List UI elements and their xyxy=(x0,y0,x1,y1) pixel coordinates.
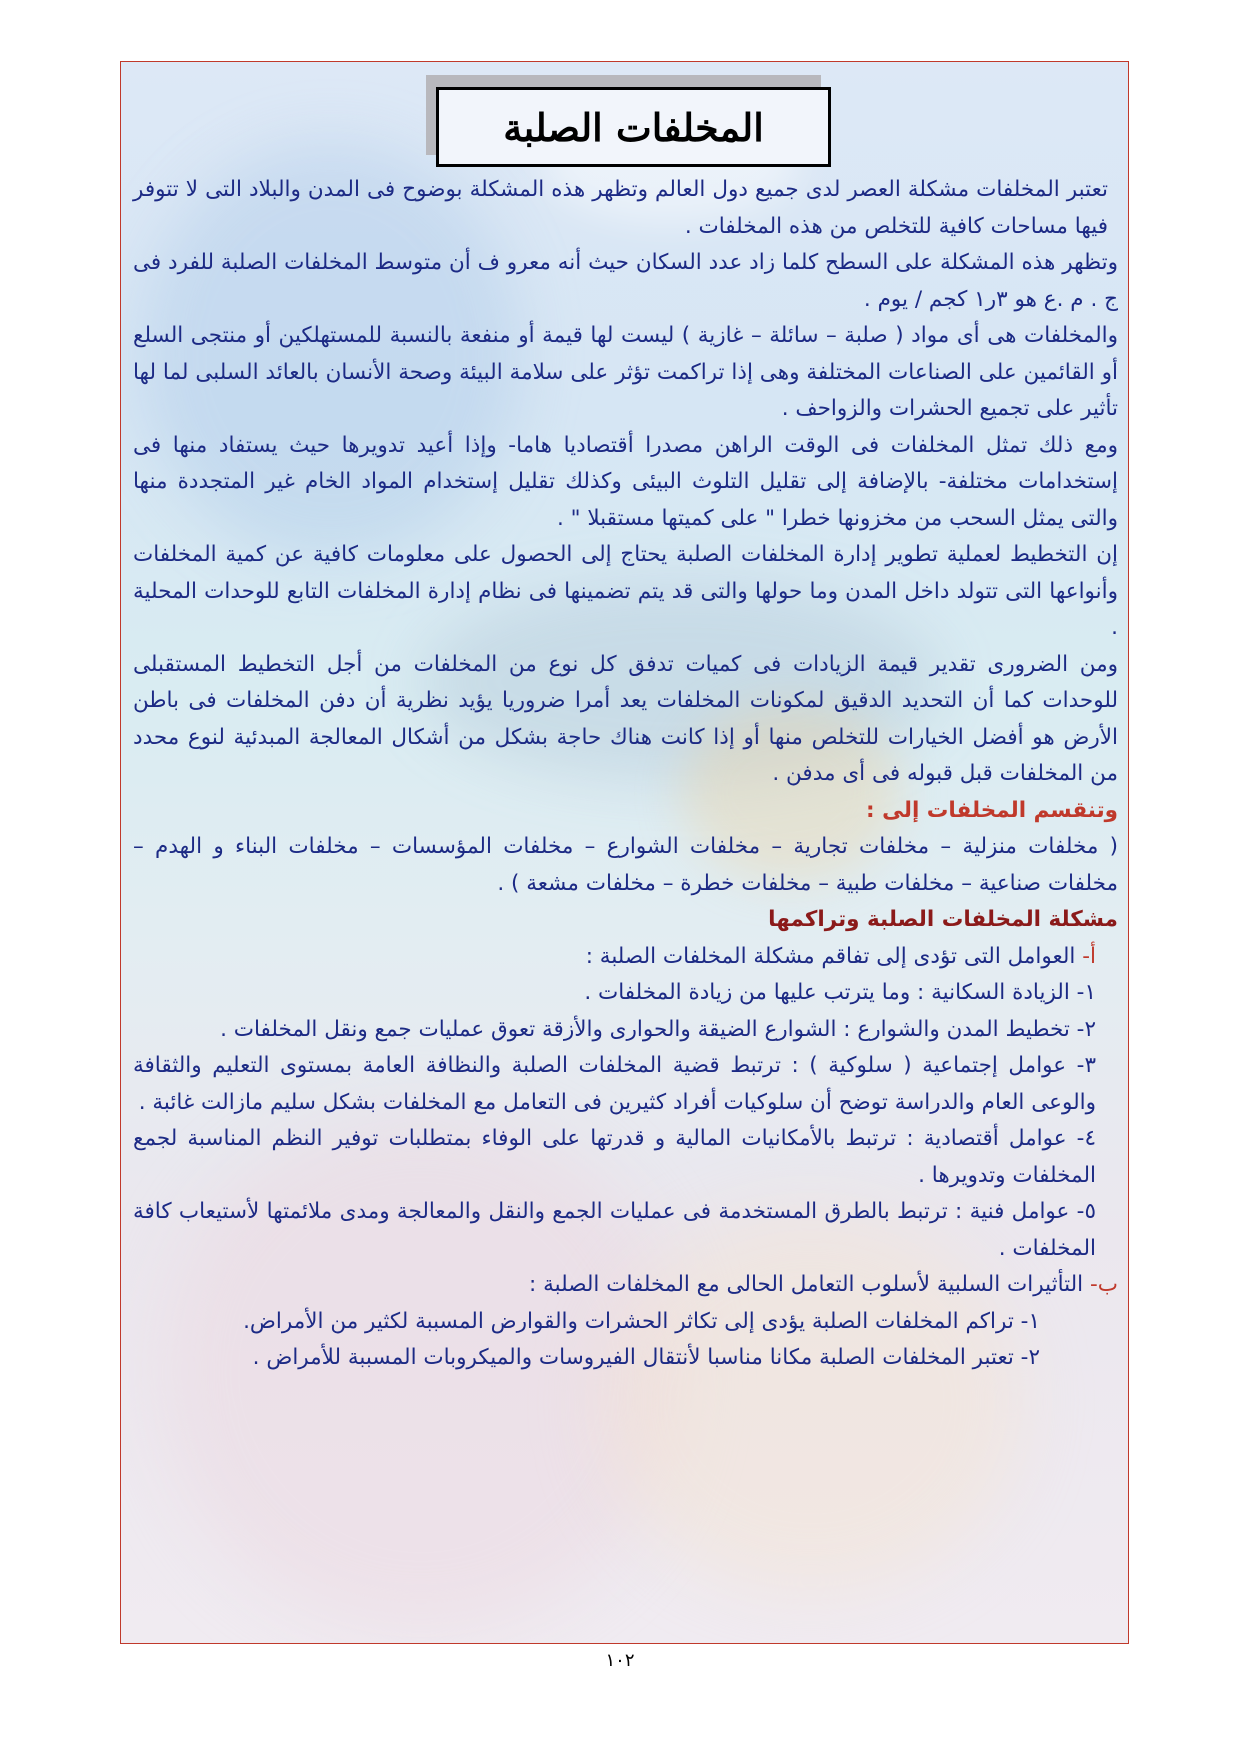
paragraph-definition: والمخلفات هى أى مواد ( صلبة – سائلة – غازية ) ليست لها قيمة أو منفعة بالنسبة للمستهلكين أو منتجى السلع أو القائمين على الصناعات المختلفة وهى إذا تراكمت تؤثر على سلامة البيئة وصحة الأنسان بالعائد السلبى لما لها تأثير على تجميع الحشرات والزواحف . xyxy=(133,323,1118,421)
factors-intro xyxy=(133,939,1118,976)
factors-letter: أ- xyxy=(1082,943,1096,969)
paragraph-planning: إن التخطيط لعملية تطوير إدارة المخلفات الصلبة يحتاج إلى الحصول على معلومات كافية عن كمية المخلفات وأنواعها التى تتولد داخل المدن وما حولها والتى قد يتم تضمينها فى نظام إدارة المخلفات التابع للوحدات المحلية . xyxy=(133,542,1118,640)
factor-item: ٣- عوامل إجتماعية ( سلوكية ) : ترتبط قضية المخلفات الصلبة والنظافة العامة بمستوى التعليم والثقافة والوعى العام والدراسة توضح أن سلوكيات أفراد كثيرين فى التعامل مع المخلفات بشكل سليم مازالت غائبة . xyxy=(133,1053,1096,1115)
paragraph-intro: تعتبر المخلفات مشكلة العصر لدى جميع دول العالم وتظهر هذه المشكلة بوضوح فى المدن والبلاد التى لا تتوفر فيها مساحات كافية للتخلص من هذه المخلفات . xyxy=(133,177,1108,239)
effect-item: ١- تراكم المخلفات الصلبة يؤدى إلى تكاثر الحشرات والقوارض المسببة لكثير من الأمراض. xyxy=(243,1308,1040,1334)
effects-intro-text: التأثيرات السلبية لأسلوب التعامل الحالى مع المخلفات الصلبة : xyxy=(529,1272,1084,1297)
factor-item: ٢- تخطيط المدن والشوارع : الشوارع الضيقة والحوارى والأزقة تعوق عمليات جمع ونقل المخلفات . xyxy=(220,1016,1096,1042)
effects-letter: ب- xyxy=(1090,1272,1118,1297)
factor-item: ١- الزيادة السكانية : وما يترتب عليها من زيادة المخلفات . xyxy=(584,980,1096,1005)
division-heading: وتنقسم المخلفات إلى : xyxy=(866,797,1118,823)
page-number: ١٠٢ xyxy=(605,1650,635,1671)
paragraph-estimation: ومن الضرورى تقدير قيمة الزيادات فى كميات تدفق كل نوع من المخلفات من أجل التخطيط المستقبلى للوحدات كما أن التحديد الدقيق لمكونات المخلفات يعد أمرا ضروريا يؤيد نظرية أن دفن المخلفات فى باطن الأرض هو أفضل الخيارات للتخلص منها أو إذا كانت هناك حاجة بشكل من أشكال المعالجة المبدئية لنوع محدد من المخلفات قبل قبوله فى أى مدفن . xyxy=(133,651,1118,786)
page-title: المخلفات الصلبة xyxy=(503,104,764,150)
page-frame xyxy=(120,61,1129,1644)
title-box xyxy=(436,87,831,167)
paragraph-per-capita: وتظهر هذه المشكلة على السطح كلما زاد عدد السكان حيث أنه معرو ف أن متوسط المخلفات الصلبة للفرد فى ج . م .ع هو ٣ر١ كجم / يوم . xyxy=(133,250,1118,312)
effect-item: ٢- تعتبر المخلفات الصلبة مكانا مناسبا لأنتقال الفيروسات والميكروبات المسببة للأمراض . xyxy=(252,1345,1040,1370)
paragraph-economic-value: ومع ذلك تمثل المخلفات فى الوقت الراهن مصدرا أقتصاديا هاما- وإذا أعيد تدويرها حيث يستفاد منها فى إستخدامات مختلفة- بالإضافة إلى تقليل التلوث البيئى وكذلك تقليل إستخدام المواد الخام غير المتجددة منها والتى يمثل السحب من مخزونها خطرا " على كميتها مستقبلا " . xyxy=(133,432,1118,531)
division-list: ( مخلفات منزلية – مخلفات تجارية – مخلفات الشوارع – مخلفات المؤسسات – مخلفات البناء و الهدم – مخلفات صناعية – مخلفات طبية – مخلفات خطرة – مخلفات مشعة ) . xyxy=(133,834,1118,896)
effects-intro xyxy=(133,1267,1118,1304)
factor-item: ٤- عوامل أقتصادية : ترتبط بالأمكانيات المالية و قدرتها على الوفاء بمتطلبات توفير النظم المناسبة لجمع المخلفات وتدويرها . xyxy=(133,1126,1096,1188)
document-body xyxy=(133,172,1118,1377)
problem-heading: مشكلة المخلفات الصلبة وتراكمها xyxy=(768,907,1118,932)
factors-intro-text: العوامل التى تؤدى إلى تفاقم مشكلة المخلفات الصلبة : xyxy=(585,943,1076,969)
factor-item: ٥- عوامل فنية : ترتبط بالطرق المستخدمة فى عمليات الجمع والنقل والمعالجة ومدى ملائمتها لأستيعاب كافة المخلفات . xyxy=(133,1199,1096,1261)
